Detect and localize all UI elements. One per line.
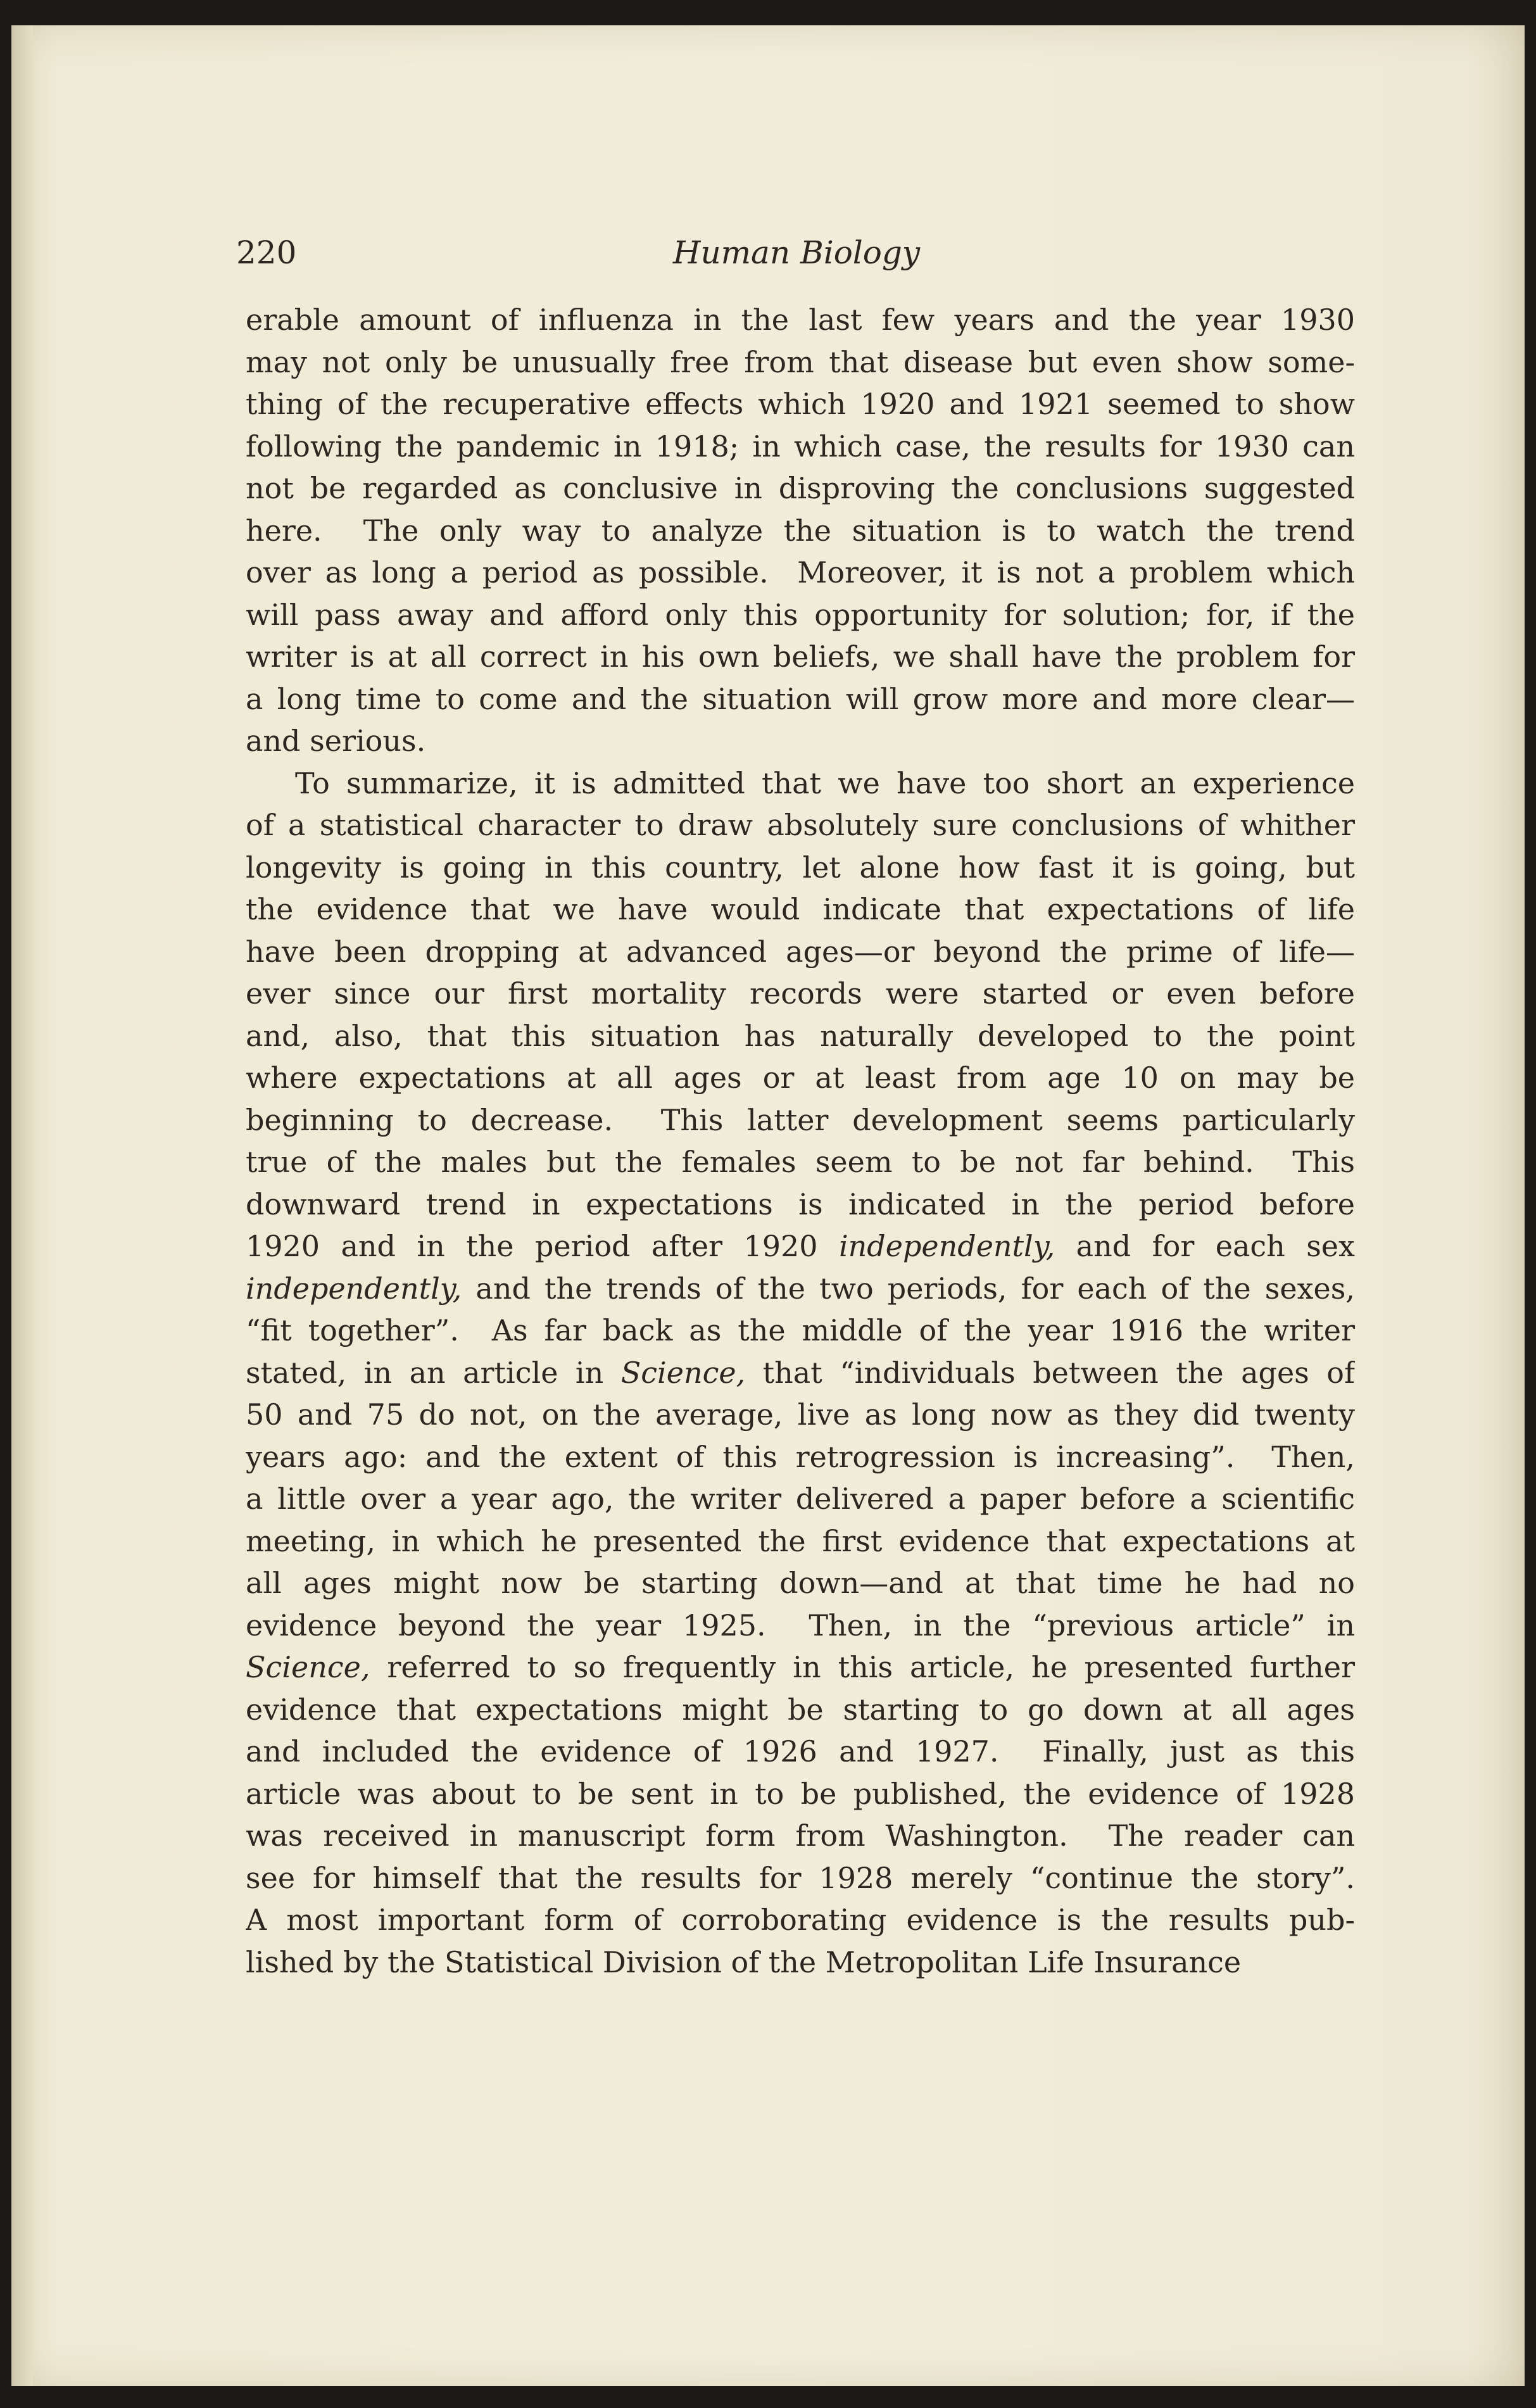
text-segment: have been dropping at advanced ages—or beyond the prime of life— (246, 934, 1355, 969)
paragraph (246, 762, 1355, 1984)
body-text (246, 299, 1355, 1983)
text-line (246, 1562, 1355, 1604)
text-line (246, 1899, 1355, 1941)
text-segment: and for each sex (1055, 1229, 1355, 1263)
text-line (246, 1478, 1355, 1520)
text-line (246, 1268, 1355, 1310)
text-line (246, 510, 1355, 552)
text-segment: true of the males but the females seem to be not far behind. This (246, 1145, 1355, 1179)
text-segment: ever since our first mortality records were started or even before (246, 976, 1355, 1011)
text-segment: “fit together”. As far back as the middle of the year 1916 the writer (246, 1313, 1355, 1347)
text-line (246, 888, 1355, 931)
text-segment: meeting, in which he presented the first evidence that expectations at (246, 1523, 1355, 1558)
text-line (246, 973, 1355, 1015)
text-segment: may not only be unusually free from that disease but even show some- (246, 344, 1355, 379)
text-line (246, 467, 1355, 510)
text-segment: was received in manuscript form from Washington. The reader can (246, 1819, 1355, 1853)
text-line (246, 1815, 1355, 1857)
running-title: Human Biology (672, 234, 921, 271)
text-segment: and, also, that this situation has naturally developed to the point (246, 1018, 1355, 1053)
text-segment: where expectations at all ages or at least from age 10 on may be (246, 1061, 1355, 1095)
text-segment: over as long a period as possible. Moreover, it is not a problem which (246, 555, 1355, 589)
text-segment: a little over a year ago, the writer delivered a paper before a scientific (246, 1482, 1355, 1516)
text-segment: here. The only way to analyze the situation is to watch the trend (246, 513, 1355, 548)
text-segment: 50 and 75 do not, on the average, live as long now as they did twenty (246, 1397, 1355, 1432)
text-line (246, 1183, 1355, 1226)
text-line (246, 594, 1355, 636)
text-line (246, 762, 1355, 805)
text-segment: not be regarded as conclusive in disproving the conclusions suggested (246, 471, 1355, 505)
text-line (246, 1141, 1355, 1183)
text-line (246, 1099, 1355, 1142)
text-segment: and the trends of the two periods, for each of the sexes, (462, 1271, 1355, 1306)
text-line (246, 1436, 1355, 1478)
text-segment: A most important form of corroborating evidence is the results pub- (246, 1903, 1355, 1937)
italic-text: Science, (246, 1650, 370, 1684)
text-segment: erable amount of influenza in the last few years and the year 1930 (246, 303, 1355, 337)
page-number: 220 (236, 234, 297, 271)
text-line (246, 1015, 1355, 1057)
text-line (246, 1057, 1355, 1099)
text-segment: evidence that expectations might be starting to go down at all ages (246, 1692, 1355, 1727)
text-segment: a long time to come and the situation will grow more and more clear— (246, 681, 1355, 716)
text-segment: of a statistical character to draw absolutely sure conclusions of whither (246, 808, 1355, 842)
text-line (246, 1941, 1355, 1984)
text-line (246, 1604, 1355, 1647)
text-segment: all ages might now be starting down—and at that time he had no (246, 1566, 1355, 1600)
text-segment: and included the evidence of 1926 and 1927. Finally, just as this (246, 1734, 1355, 1768)
text-line (246, 1646, 1355, 1689)
text-segment: that “individuals between the ages of (745, 1355, 1355, 1390)
text-line (246, 341, 1355, 384)
text-line (246, 720, 1355, 762)
text-segment: years ago: and the extent of this retrogression is increasing”. Then, (246, 1439, 1355, 1474)
text-segment: and serious. (246, 724, 426, 758)
text-line (246, 678, 1355, 721)
text-line (246, 636, 1355, 678)
page-gutter-edge (11, 25, 33, 2386)
text-line (246, 1773, 1355, 1815)
text-segment: referred to so frequently in this article, he presented further (370, 1650, 1355, 1684)
text-segment: article was about to be sent in to be published, the evidence of 1928 (246, 1776, 1355, 1811)
text-line (246, 552, 1355, 594)
text-line (246, 931, 1355, 973)
text-segment: following the pandemic in 1918; in which case, the results for 1930 can (246, 429, 1355, 463)
text-segment: stated, in an article in (246, 1355, 621, 1390)
text-segment: thing of the recuperative effects which 1920 and 1921 seemed to show (246, 387, 1355, 421)
text-line (246, 1689, 1355, 1731)
text-line (246, 1394, 1355, 1436)
italic-text: Science, (620, 1355, 746, 1390)
text-line (246, 1309, 1355, 1352)
text-line (246, 1520, 1355, 1563)
text-segment: lished by the Statistical Division of the Metropolitan Life Insurance (246, 1945, 1242, 1979)
text-line (246, 1352, 1355, 1394)
text-segment: the evidence that we have would indicate that expectations of life (246, 892, 1355, 926)
text-segment: 1920 and in the period after 1920 (246, 1229, 839, 1263)
text-segment: downward trend in expectations is indicated in the period before (246, 1187, 1355, 1221)
text-segment: beginning to decrease. This latter development seems particularly (246, 1102, 1355, 1137)
text-line (246, 1225, 1355, 1268)
text-line (246, 383, 1355, 425)
text-line (246, 847, 1355, 889)
text-line (246, 804, 1355, 847)
italic-text: independently, (246, 1271, 462, 1306)
text-segment: writer is at all correct in his own beliefs, we shall have the problem for (246, 640, 1355, 674)
text-segment: To summarize, it is admitted that we have too short an experience (295, 766, 1355, 800)
text-line (246, 1857, 1355, 1900)
text-line (246, 299, 1355, 341)
text-segment: see for himself that the results for 1928 merely “continue the story”. (246, 1860, 1355, 1895)
running-head (236, 228, 1357, 285)
paragraph (246, 299, 1355, 762)
text-segment: will pass away and afford only this opportunity for solution; for, if the (246, 597, 1355, 632)
text-line (246, 1730, 1355, 1773)
book-page (11, 25, 1525, 2386)
text-segment: longevity is going in this country, let alone how fast it is going, but (246, 850, 1355, 885)
text-line (246, 425, 1355, 468)
text-segment: evidence beyond the year 1925. Then, in the “previous article” in (246, 1608, 1355, 1642)
italic-text: independently, (838, 1229, 1055, 1263)
